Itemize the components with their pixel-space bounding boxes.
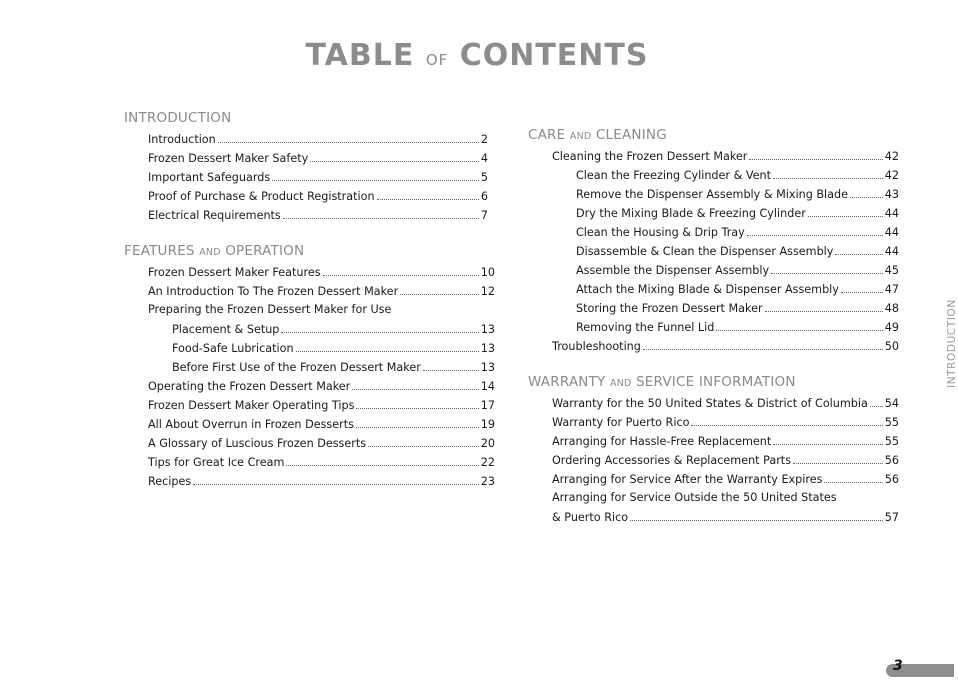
- toc-entry[interactable]: Before First Use of the Frozen Dessert Maker 13: [172, 361, 495, 374]
- toc-entry[interactable]: Clean the Freezing Cylinder & Vent 42: [576, 169, 899, 182]
- toc-entry[interactable]: Operating the Frozen Dessert Maker 14: [148, 380, 495, 393]
- page-number: 3: [893, 658, 903, 674]
- section-heading-warranty: WARRANTY AND SERVICE INFORMATION: [528, 374, 796, 390]
- toc-entry[interactable]: Proof of Purchase & Product Registration 6: [148, 190, 488, 203]
- toc-entry[interactable]: Cleaning the Frozen Dessert Maker 42: [552, 150, 899, 163]
- toc-entry[interactable]: Clean the Housing & Drip Tray 44: [576, 226, 899, 239]
- toc-entry[interactable]: Food-Safe Lubrication 13: [172, 342, 495, 355]
- section-heading-care: CARE AND CLEANING: [528, 127, 667, 143]
- toc-entry[interactable]: Warranty for Puerto Rico 55: [552, 416, 899, 429]
- toc-entry[interactable]: Arranging for Service Outside the 50 United States: [552, 491, 837, 504]
- toc-entry[interactable]: Dry the Mixing Blade & Freezing Cylinder 44: [576, 207, 899, 220]
- toc-entry[interactable]: & Puerto Rico 57: [552, 511, 899, 524]
- toc-entry[interactable]: Placement & Setup 13: [172, 323, 495, 336]
- section-heading-features: FEATURES AND OPERATION: [124, 243, 305, 259]
- toc-entry[interactable]: An Introduction To The Frozen Dessert Maker 12: [148, 285, 495, 298]
- toc-entry[interactable]: Ordering Accessories & Replacement Parts 56: [552, 454, 899, 467]
- section-heading-introduction: INTRODUCTION: [124, 110, 232, 126]
- toc-entry[interactable]: Introduction 2: [148, 133, 488, 146]
- toc-entry[interactable]: Warranty for the 50 United States & District of Columbia 54: [552, 397, 899, 410]
- toc-entry[interactable]: All About Overrun in Frozen Desserts 19: [148, 418, 495, 431]
- toc-entry[interactable]: Disassemble & Clean the Dispenser Assembly 44: [576, 245, 899, 258]
- title-word-contents: CONTENTS: [459, 38, 649, 73]
- toc-entry[interactable]: Arranging for Service After the Warranty Expires 56: [552, 473, 899, 486]
- toc-entry[interactable]: Arranging for Hassle-Free Replacement 55: [552, 435, 899, 448]
- toc-entry[interactable]: Recipes 23: [148, 475, 495, 488]
- toc-entry[interactable]: Important Safeguards 5: [148, 171, 488, 184]
- toc-entry[interactable]: Remove the Dispenser Assembly & Mixing Blade 43: [576, 188, 899, 201]
- side-tab-introduction: INTRODUCTION: [946, 299, 958, 388]
- toc-entry[interactable]: Preparing the Frozen Dessert Maker for Use: [148, 303, 392, 316]
- toc-entry[interactable]: Frozen Dessert Maker Safety 4: [148, 152, 488, 165]
- page-title: [0, 36, 954, 80]
- toc-entry[interactable]: Attach the Mixing Blade & Dispenser Assembly 47: [576, 283, 899, 296]
- toc-entry[interactable]: A Glossary of Luscious Frozen Desserts 20: [148, 437, 495, 450]
- title-word-table: TABLE: [305, 38, 415, 73]
- toc-entry[interactable]: Frozen Dessert Maker Operating Tips 17: [148, 399, 495, 412]
- toc-entry[interactable]: Electrical Requirements 7: [148, 209, 488, 222]
- toc-entry[interactable]: Troubleshooting 50: [552, 340, 899, 353]
- toc-entry[interactable]: Frozen Dessert Maker Features 10: [148, 266, 495, 279]
- toc-entry[interactable]: Storing the Frozen Dessert Maker 48: [576, 302, 899, 315]
- toc-entry[interactable]: Tips for Great Ice Cream 22: [148, 456, 495, 469]
- toc-entry[interactable]: Removing the Funnel Lid 49: [576, 321, 899, 334]
- title-word-of: OF: [425, 51, 449, 69]
- toc-entry[interactable]: Assemble the Dispenser Assembly 45: [576, 264, 899, 277]
